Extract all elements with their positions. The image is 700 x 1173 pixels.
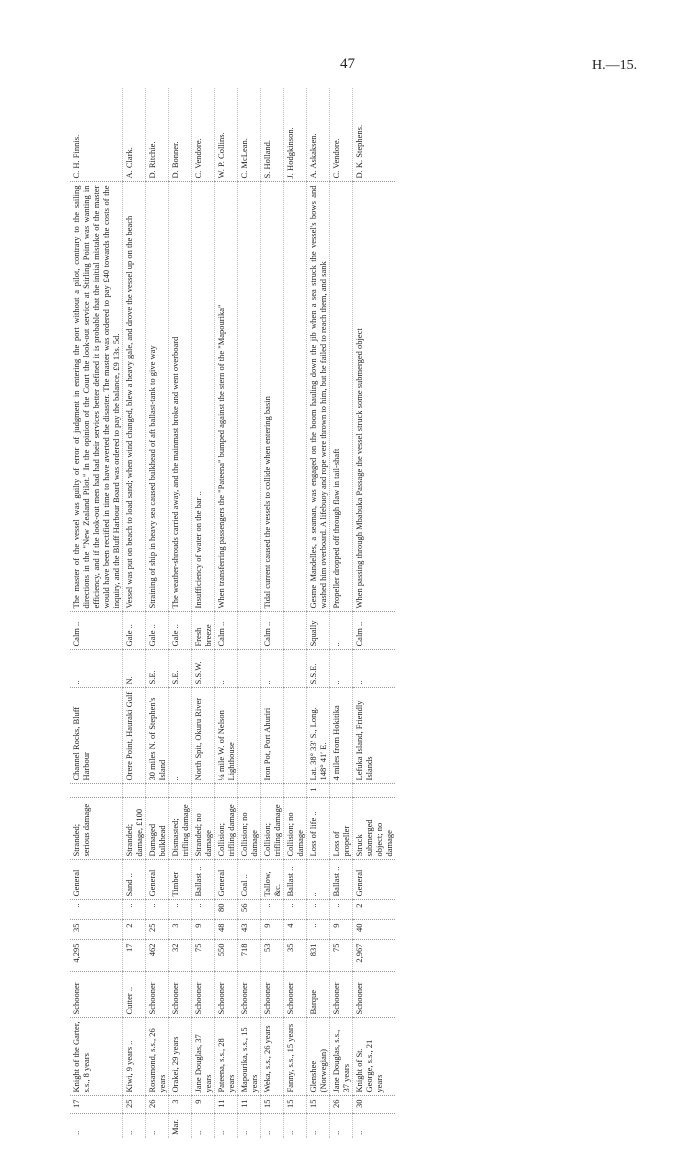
cargo-cell: General [353,860,396,900]
day-cell: 25 [123,1096,146,1114]
vessel-cell: Pateena, s.s., 28 years [215,1018,238,1096]
rig-cell: Schooner [238,972,261,1018]
officer-cell: D. Bonner. [169,88,192,182]
vessel-cell: Jane Douglas, 37 years [192,1018,215,1096]
crew-cell: 9 [261,920,284,940]
day-cell: 3 [169,1096,192,1114]
wind-cell: .. [261,650,284,688]
place-cell: Channel Rocks, Bluff Harbour [70,688,123,784]
wind-cell: S.S.E. [307,650,330,688]
lives-lost-cell [192,784,215,798]
force-cell: Calm .. [261,612,284,650]
force-cell: Gale .. [146,612,169,650]
wind-cell: N. [123,650,146,688]
rig-cell: Schooner [215,972,238,1018]
rig-cell: Schooner [261,972,284,1018]
day-cell: 11 [215,1096,238,1114]
tonnage-cell: 4,295 [70,940,123,972]
table-row [146,88,169,1138]
tonnage-cell: 35 [284,940,307,972]
wind-cell: .. [353,650,396,688]
cause-cell: When transferring passengers the "Pateena" bumped against the stern of the "Mapourika" [215,182,238,612]
officer-cell: D. Ritchie. [146,88,169,182]
day-cell: 15 [284,1096,307,1114]
vessel-cell: Knight of the Garter, s.s., 8 years [70,1018,123,1096]
place-cell: Lefuka Island, Friendly Islands [353,688,396,784]
tonnage-cell: 831 [307,940,330,972]
damage-cell: Stranded; serious damage [70,798,123,860]
place-cell: Lat. 38° 33′ S., Long. 148° 41′ E. [307,688,330,784]
passengers-cell: 2 [353,900,396,920]
wind-cell: S.E. [146,650,169,688]
cargo-cell: General [215,860,238,900]
rig-cell: Schooner [70,972,123,1018]
cause-cell: Propeller dropped off through flaw in tail-shaft [330,182,353,612]
vessel-cell: Mapourika, s.s., 15 years [238,1018,261,1096]
passengers-cell: .. [261,900,284,920]
damage-cell: Stranded; damage, £100 [123,798,146,860]
crew-cell: 9 [192,920,215,940]
day-cell: 15 [307,1096,330,1114]
officer-cell: A. Askaksen. [307,88,330,182]
force-cell: Calm .. [215,612,238,650]
casualty-table [70,88,540,1138]
crew-cell: 9 [330,920,353,940]
cargo-cell: Sand .. [123,860,146,900]
rig-cell: Schooner [353,972,396,1018]
crew-cell: 43 [238,920,261,940]
passengers-cell: .. [123,900,146,920]
rig-cell: Schooner [192,972,215,1018]
officer-cell: C. McLean. [238,88,261,182]
vessel-cell: Jane Douglas, s.s., 37 years [330,1018,353,1096]
cause-cell: Gesme Mandelles, a seaman, was engaged on the boom hauling down the jib when a sea struck the vessel's bows and washed him overboard. A lifebuoy and rope were thrown to him, but he failed to reach them, and sank [307,182,330,612]
place-cell: .. [169,688,192,784]
passengers-cell: .. [146,900,169,920]
month-cell: .. [215,1114,238,1138]
vessel-cell: Orakei, 29 years [169,1018,192,1096]
place-cell [284,688,307,784]
page-number: 47 [340,56,355,72]
day-cell: 26 [146,1096,169,1114]
cause-cell: Tidal current caused the vessels to collide when entering basin [261,182,284,612]
table-row [192,88,215,1138]
wind-cell: .. [330,650,353,688]
crew-cell: 2 [123,920,146,940]
vessel-cell: Glenshee (Norwegian) [307,1018,330,1096]
damage-cell: Loss of life .. [307,798,330,860]
damage-cell: Collision; trifling damage [215,798,238,860]
wind-cell: .. [215,650,238,688]
crew-cell: 25 [146,920,169,940]
vessel-cell: Rosamond, s.s., 26 years [146,1018,169,1096]
passengers-cell: .. [70,900,123,920]
day-cell: 17 [70,1096,123,1114]
cargo-cell: Ballast .. [192,860,215,900]
cause-cell: Straining of ship in heavy sea caused bulkhead of aft ballast-tank to give way [146,182,169,612]
month-cell: .. [284,1114,307,1138]
lives-lost-cell [70,784,123,798]
officer-cell: C. Vendore. [330,88,353,182]
rig-cell: Schooner [169,972,192,1018]
wind-cell: .. [70,650,123,688]
force-cell [284,612,307,650]
month-cell: .. [71,1130,81,1135]
tonnage-cell: 550 [215,940,238,972]
damage-cell: Collision; no damage [284,798,307,860]
officer-cell: J. Hodgkinson. [284,88,307,182]
cause-cell: Vessel was put on beach to load sand; when wind changed, blew a heavy gale, and drove the vessel up on the beach [123,182,146,612]
damage-cell: Collision; trifling damage [261,798,284,860]
force-cell: Squally [307,612,330,650]
crew-cell: 35 [70,920,123,940]
month-cell: .. [192,1114,215,1138]
cargo-cell: General [70,860,123,900]
table-row [353,88,396,1138]
cargo-cell: Coal .. [238,860,261,900]
vessel-cell: Knight of St. George, s.s., 21 years [353,1018,396,1096]
rig-cell: Schooner [330,972,353,1018]
month-cell: Mar. [169,1114,192,1138]
vessel-cell: Kiwi, 9 years .. [123,1018,146,1096]
cargo-cell: General [146,860,169,900]
month-cell: .. [353,1114,396,1138]
force-cell: .. [330,612,353,650]
lives-lost-cell [169,784,192,798]
place-cell: North Spit, Okuru River [192,688,215,784]
table-row [284,88,307,1138]
passengers-cell: .. [169,900,192,920]
page-code: H.—15. [592,58,638,73]
place-cell [238,688,261,784]
place-cell: 4 miles from Hokitika [330,688,353,784]
table-row [215,88,238,1138]
vessel-cell: Weka, s.s., 26 years [261,1018,284,1096]
cause-cell [238,182,261,612]
tonnage-cell: 75 [330,940,353,972]
damage-cell: Stranded; no damage [192,798,215,860]
crew-cell: .. [307,920,330,940]
passengers-cell: .. [330,900,353,920]
month-cell: .. [330,1114,353,1138]
cargo-cell: Ballast .. [284,860,307,900]
force-cell [238,612,261,650]
place-cell: Iron Pot, Port Ahuriri [261,688,284,784]
force-cell: Gale .. [169,612,192,650]
tonnage-cell: 2,967 [353,940,396,972]
table-row [169,88,192,1138]
day-cell: 11 [238,1096,261,1114]
passengers-cell: 80 [215,900,238,920]
crew-cell: 3 [169,920,192,940]
place-cell: ¼ mile W. of Nelson Lighthouse [215,688,238,784]
day-cell: 26 [330,1096,353,1114]
lives-lost-cell [330,784,353,798]
lives-lost-cell [123,784,146,798]
cause-cell: The weather-shrouds carried away, and the mainmast broke and went overboard [169,182,192,612]
damage-cell: Dismasted; trifling damage [169,798,192,860]
force-cell: Fresh breeze [192,612,215,650]
table-row [123,88,146,1138]
tonnage-cell: 53 [261,940,284,972]
table-row [238,88,261,1138]
passengers-cell: .. [307,900,330,920]
force-cell: Calm .. [70,612,123,650]
damage-cell: Struck submerged object; no damage [353,798,396,860]
day-cell: 9 [192,1096,215,1114]
officer-cell: A. Clark. [123,88,146,182]
wind-cell: S.E. [169,650,192,688]
crew-cell: 40 [353,920,396,940]
force-cell: Calm .. [353,612,396,650]
rig-cell: Barque [307,972,330,1018]
cause-cell: When passing through Mbabuka Passage the vessel struck some submerged object [353,182,396,612]
wind-cell: S.S.W. [192,650,215,688]
wind-cell [284,650,307,688]
table-row [70,88,123,1138]
tonnage-cell: 32 [169,940,192,972]
day-cell: 30 [353,1096,396,1114]
month-cell: .. [307,1114,330,1138]
month-cell: .. [238,1114,261,1138]
rig-cell: Schooner [146,972,169,1018]
officer-cell: D. K. Stephens. [353,88,396,182]
crew-cell: 4 [284,920,307,940]
cause-cell: The master of the vessel was guilty of error of judgment in entering the port without a pilot, contrary to the sailing directions in the "New Zealand Pilot." In the opinion of the Court the look-out service at Stirling Point was wanting in efficiency, and if the look-out men had had their services better defined it is probable that the initial mistake of the master would have been rectified in time to have averted the disaster. The master was ordered to pay £40 towards the costs of the inquiry, and the Bluff Harbour Board was ordered to pay the balance, £9 13s. 5d. [70,182,123,612]
passengers-cell: .. [284,900,307,920]
tonnage-cell: 462 [146,940,169,972]
officer-cell: C. Vendore. [192,88,215,182]
force-cell: Gale .. [123,612,146,650]
cargo-cell: .. [307,860,330,900]
tonnage-cell: 17 [123,940,146,972]
table-row [307,88,330,1138]
crew-cell: 48 [215,920,238,940]
cargo-cell: Ballast .. [330,860,353,900]
place-cell: 30 miles N. of Stephen's Island [146,688,169,784]
table-row [330,88,353,1138]
officer-cell: S. Holland. [261,88,284,182]
cause-cell: Insufficiency of water on the bar .. [192,182,215,612]
rig-cell: Cutter .. [123,972,146,1018]
lives-lost-cell [215,784,238,798]
passengers-cell: .. [192,900,215,920]
damage-cell: Collision; no damage [238,798,261,860]
wind-cell [238,650,261,688]
month-cell: .. [146,1114,169,1138]
lives-lost-cell [261,784,284,798]
lives-lost-cell [353,784,396,798]
passengers-cell: 56 [238,900,261,920]
month-cell: .. [261,1114,284,1138]
place-cell: Orere Point, Hauraki Gulf [123,688,146,784]
cargo-cell: Timber [169,860,192,900]
month-cell: .. [123,1114,146,1138]
tonnage-cell: 718 [238,940,261,972]
cause-cell [284,182,307,612]
officer-cell: C. H. Finnis. [70,88,123,182]
day-cell: 15 [261,1096,284,1114]
lives-lost-cell [146,784,169,798]
lives-lost-cell [284,784,307,798]
damage-cell: Loss of propeller [330,798,353,860]
vessel-cell: Fanny, s.s., 15 years [284,1018,307,1096]
lives-lost-cell: 1 [307,784,330,798]
officer-cell: W. P. Collins. [215,88,238,182]
damage-cell: Damaged bulkhead [146,798,169,860]
lives-lost-cell [238,784,261,798]
cargo-cell: Tallow, &c. [261,860,284,900]
tonnage-cell: 75 [192,940,215,972]
rig-cell: Schooner [284,972,307,1018]
table-row [261,88,284,1138]
